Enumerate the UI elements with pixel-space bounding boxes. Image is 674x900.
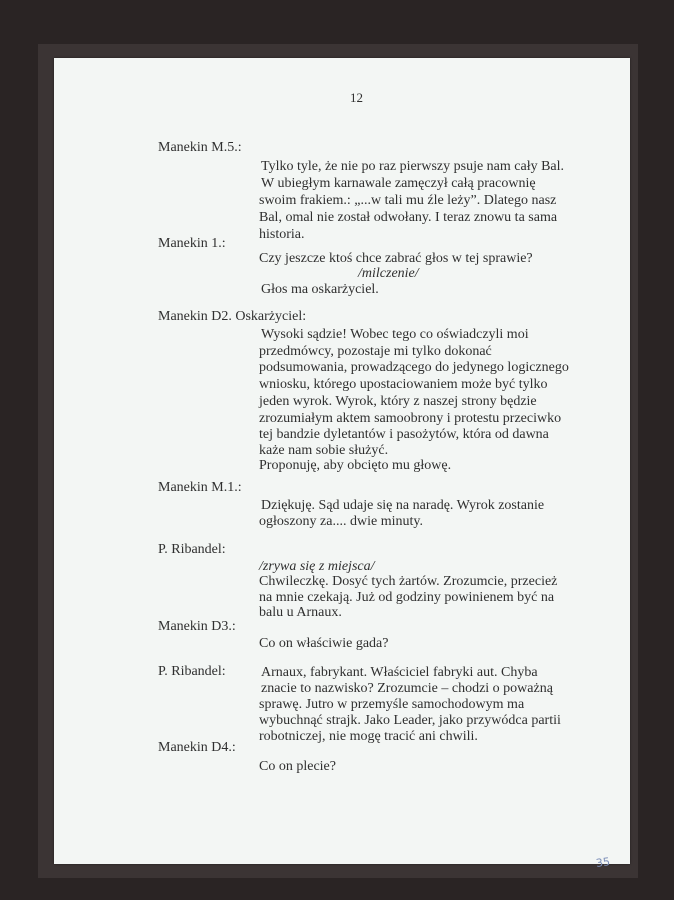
dialogue-line: każe nam sobie służyć.: [259, 443, 389, 458]
dialogue-line: Czy jeszcze ktoś chce zabrać głos w tej sprawie?: [259, 251, 533, 266]
stage-direction: /zrywa się z miejsca/: [259, 559, 375, 574]
dialogue-line: Tylko tyle, że nie po raz pierwszy psuje nam cały Bal.: [261, 159, 565, 174]
dialogue-line: robotniczej, nie mogę tracić ani chwili.: [259, 729, 478, 744]
handwritten-page-mark: 35: [595, 855, 611, 870]
speaker-name: Manekin D2. Oskarżyciel:: [158, 309, 307, 324]
page-number: 12: [350, 90, 363, 105]
dialogue-line: na mnie czekają. Już od godziny powinienem być na: [259, 590, 555, 605]
dialogue-line: znacie to nazwisko? Zrozumcie – chodzi o poważną: [261, 681, 553, 696]
dialogue-line: podsumowania, prowadzącego do jedynego logicznego: [259, 360, 569, 375]
dialogue-line: Co on właściwie gada?: [259, 636, 389, 651]
document-page: [54, 58, 630, 864]
dialogue-line: Głos ma oskarżyciel.: [261, 282, 379, 297]
speaker-name: Manekin M.5.:: [158, 140, 242, 155]
speaker-name: Manekin 1.:: [158, 236, 226, 251]
speaker-name: Manekin D4.:: [158, 740, 236, 755]
dialogue-line: Dziękuję. Sąd udaje się na naradę. Wyrok zostanie: [261, 498, 545, 513]
speaker-name: P. Ribandel:: [158, 664, 226, 679]
dialogue-line: swoim frakiem.: „...w tali mu źle leży”. Dlatego nasz: [259, 193, 557, 208]
dialogue-line: wybuchnąć strajk. Jako Leader, jako przywódca partii: [259, 713, 561, 728]
dialogue-line: tej bandzie dyletantów i pasożytów, która od dawna: [259, 427, 549, 442]
dialogue-line: historia.: [259, 227, 305, 242]
dialogue-line: sprawę. Jutro w przemyśle samochodowym ma: [259, 697, 525, 712]
speaker-name: P. Ribandel:: [158, 542, 226, 557]
dialogue-line: zrozumiałym aktem samoobrony i protestu przeciwko: [259, 411, 562, 426]
dialogue-line: Chwileczkę. Dosyć tych żartów. Zrozumcie, przecież: [259, 574, 558, 589]
dialogue-line: Bal, omal nie został odwołany. I teraz znowu ta sama: [259, 210, 558, 225]
dialogue-line: W ubiegłym karnawale zamęczył całą pracownię: [261, 176, 536, 191]
dialogue-line: przedmówcy, pozostaje mi tylko dokonać: [259, 344, 492, 359]
speaker-name: Manekin D3.:: [158, 619, 236, 634]
dialogue-line: wniosku, którego upostaciowaniem może być tylko: [259, 377, 548, 392]
dialogue-line: Co on plecie?: [259, 759, 336, 774]
dialogue-line: Arnaux, fabrykant. Właściciel fabryki aut. Chyba: [261, 665, 538, 680]
dialogue-line: jeden wyrok. Wyrok, który z naszej strony będzie: [259, 394, 537, 409]
dialogue-line: Proponuję, aby obcięto mu głowę.: [259, 458, 452, 473]
dialogue-line: ogłoszony za.... dwie minuty.: [259, 514, 423, 529]
dialogue-line: Wysoki sądzie! Wobec tego co oświadczyli moi: [261, 327, 529, 342]
dialogue-line: balu u Arnaux.: [259, 605, 342, 620]
stage-direction: /milczenie/: [358, 266, 419, 281]
speaker-name: Manekin M.1.:: [158, 480, 242, 495]
